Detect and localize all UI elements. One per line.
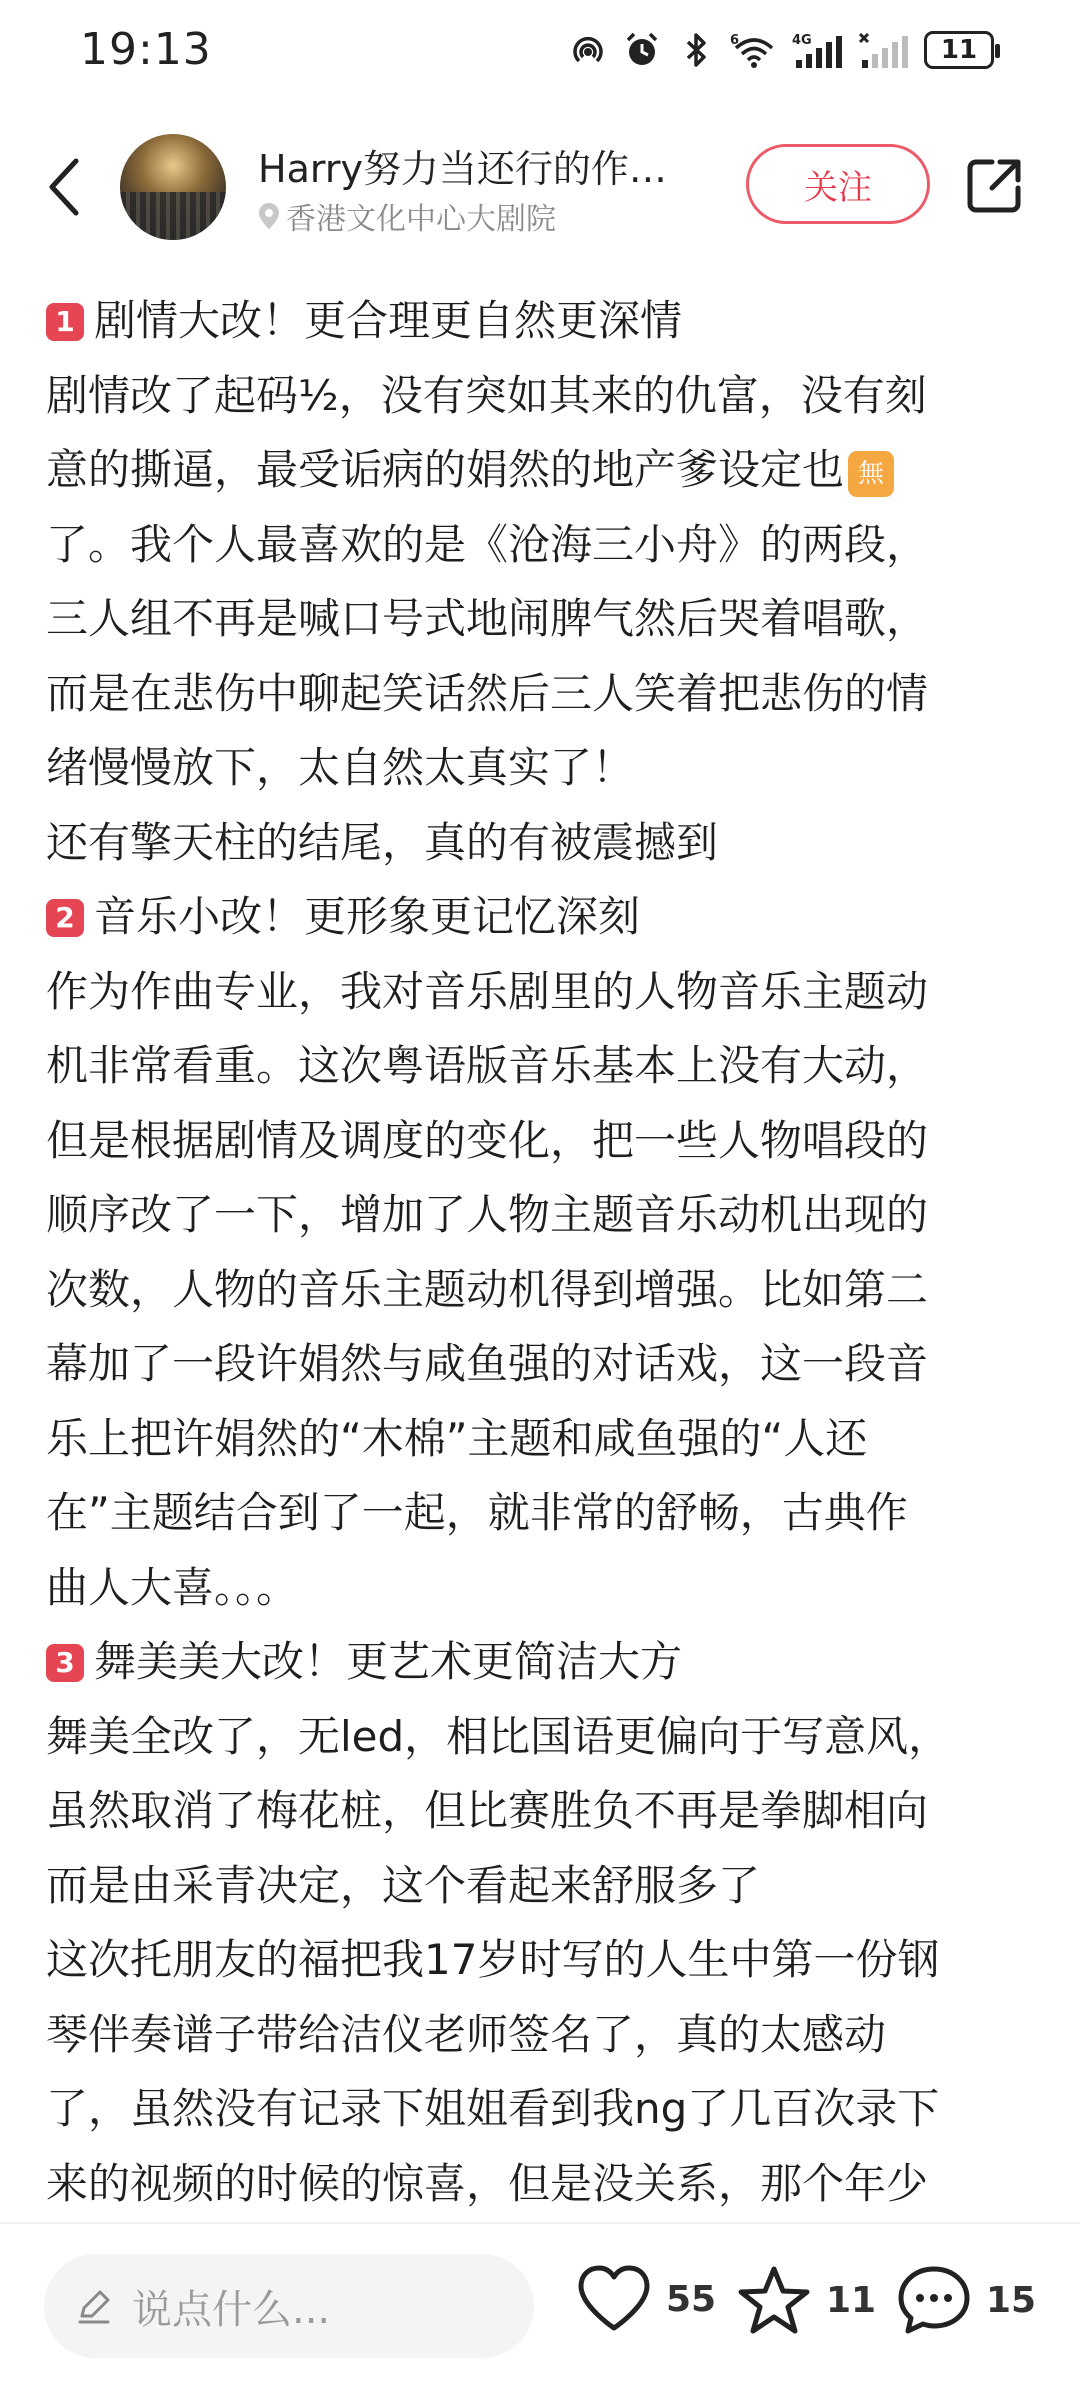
post-text: 次数，人物的音乐主题动机得到增强。比如第二 bbox=[46, 1264, 929, 1314]
post-text-line bbox=[46, 359, 1036, 434]
post-text: 在”主题结合到了一起，就非常的舒畅，古典作 bbox=[46, 1488, 908, 1537]
back-button[interactable] bbox=[36, 152, 92, 222]
svg-text:4G: 4G bbox=[792, 33, 812, 48]
bluetooth-icon bbox=[676, 30, 716, 70]
comment-count: 15 bbox=[986, 2279, 1037, 2321]
post-text-line bbox=[46, 1327, 1036, 1402]
post-text: 了。我个人最喜欢的是《沧海三小舟》的两段， bbox=[46, 519, 929, 569]
post-text-line bbox=[46, 1849, 1036, 1924]
comment-input[interactable] bbox=[44, 2254, 534, 2358]
heart-icon bbox=[576, 2264, 652, 2334]
post-text-line bbox=[46, 1923, 1036, 1998]
post-text: 曲人大喜。。。 bbox=[46, 1562, 299, 1612]
post-text: 舞美美大改！更艺术更简洁大方 bbox=[94, 1637, 683, 1686]
post-text: 这次托朋友的福把我17岁时写的人生中第一份钢 bbox=[46, 1935, 940, 1984]
number-badge-icon: 1 bbox=[46, 303, 84, 341]
like-count: 55 bbox=[666, 2278, 717, 2320]
status-bar bbox=[0, 0, 1080, 110]
post-text-line bbox=[46, 2147, 1036, 2222]
number-badge-icon: 2 bbox=[46, 899, 84, 937]
post-text-line bbox=[46, 1476, 1036, 1551]
post-text: 顺序改了一下，增加了人物主题音乐动机出现的 bbox=[46, 1190, 929, 1239]
post-text: 剧情改了起码½，没有突如其来的仇富，没有刻 bbox=[46, 370, 927, 420]
pencil-icon bbox=[74, 2286, 114, 2326]
post-text-line bbox=[46, 806, 1036, 881]
like-button[interactable] bbox=[576, 2264, 716, 2334]
post-text-line bbox=[46, 1998, 1036, 2073]
post-text-line bbox=[46, 582, 1036, 657]
favorite-count: 11 bbox=[826, 2279, 877, 2321]
post-header bbox=[0, 118, 1080, 258]
favorite-button[interactable] bbox=[736, 2264, 876, 2336]
post-text-line bbox=[46, 508, 1036, 583]
post-body bbox=[46, 284, 1036, 2221]
post-text: 音乐小改！更形象更记忆深刻 bbox=[94, 892, 641, 941]
comment-bubble-icon bbox=[896, 2264, 972, 2336]
emoji-icon: 無 bbox=[848, 451, 894, 497]
share-icon bbox=[962, 154, 1026, 218]
battery-level: 11 bbox=[940, 35, 978, 65]
alarm-icon bbox=[622, 30, 662, 70]
post-text: 虽然取消了梅花桩，但比赛胜负不再是拳脚相向 bbox=[46, 1786, 929, 1835]
section-heading bbox=[46, 284, 1036, 359]
bottom-action-bar bbox=[0, 2224, 1080, 2390]
no-sim-signal-icon bbox=[858, 30, 910, 70]
post-text: 舞美全改了，无led，相比国语更偏向于写意风， bbox=[46, 1711, 951, 1761]
section-heading bbox=[46, 880, 1036, 955]
post-text: 绪慢慢放下，太自然太真实了！ bbox=[46, 743, 635, 792]
follow-button[interactable]: 关注 bbox=[746, 144, 930, 224]
post-text: 机非常看重。这次粤语版音乐基本上没有大动， bbox=[46, 1041, 929, 1090]
post-text: 琴伴奏谱子带给洁仪老师签名了，真的太感动 bbox=[46, 2009, 887, 2059]
post-text-line bbox=[46, 1104, 1036, 1179]
star-icon bbox=[736, 2264, 812, 2336]
post-text: 而是由采青决定，这个看起来舒服多了 bbox=[46, 1860, 761, 1910]
status-time: 19:13 bbox=[80, 24, 212, 75]
post-text: 还有擎天柱的结尾，真的有被震撼到 bbox=[46, 817, 719, 867]
avatar-image bbox=[120, 192, 226, 240]
post-text: 意的撕逼，最受诟病的娟然的地产爹设定也 bbox=[46, 445, 845, 494]
battery-icon bbox=[924, 31, 994, 69]
post-text-line bbox=[46, 955, 1036, 1030]
post-text: 但是根据剧情及调度的变化，把一些人物唱段的 bbox=[46, 1115, 929, 1165]
post-text-line bbox=[46, 657, 1036, 732]
post-text-line bbox=[46, 1029, 1036, 1104]
post-text: 来的视频的时候的惊喜，但是没关系，那个年少 bbox=[46, 2158, 929, 2208]
svg-text:6: 6 bbox=[730, 33, 740, 48]
hotspot-icon bbox=[568, 30, 608, 70]
post-text-line bbox=[46, 1774, 1036, 1849]
comment-button[interactable] bbox=[896, 2264, 1036, 2336]
post-text: 剧情大改！更合理更自然更深情 bbox=[94, 296, 683, 345]
location-tag[interactable] bbox=[258, 194, 556, 238]
post-text: 乐上把许娟然的“木棉”主题和咸鱼强的“人还 bbox=[46, 1413, 868, 1463]
location-text: 香港文化中心大剧院 bbox=[286, 202, 556, 237]
post-text-line bbox=[46, 1253, 1036, 1328]
wifi-6-icon bbox=[730, 30, 778, 70]
author-name[interactable]: Harry努力当还行的作… bbox=[258, 147, 667, 191]
post-text: 而是在悲伤中聊起笑话然后三人笑着把悲伤的情 bbox=[46, 668, 929, 718]
post-text-line bbox=[46, 1178, 1036, 1253]
post-text-line bbox=[46, 731, 1036, 806]
comment-placeholder: 说点什么... bbox=[132, 2286, 331, 2333]
post-text-line bbox=[46, 1700, 1036, 1775]
post-text-line bbox=[46, 1551, 1036, 1626]
location-pin-icon bbox=[258, 202, 280, 230]
4g-signal-icon bbox=[792, 30, 844, 70]
post-text: 作为作曲专业，我对音乐剧里的人物音乐主题动 bbox=[46, 966, 929, 1016]
post-text-line bbox=[46, 1402, 1036, 1477]
author-avatar[interactable] bbox=[120, 134, 226, 240]
post-text: 幕加了一段许娟然与咸鱼强的对话戏，这一段音 bbox=[46, 1339, 929, 1388]
post-text-line bbox=[46, 433, 1036, 508]
share-button[interactable] bbox=[962, 154, 1026, 218]
post-text-line bbox=[46, 2072, 1036, 2147]
section-heading bbox=[46, 1625, 1036, 1700]
post-text: 三人组不再是喊口号式地闹脾气然后哭着唱歌， bbox=[46, 594, 929, 643]
post-text: 了，虽然没有记录下姐姐看到我ng了几百次录下 bbox=[46, 2084, 940, 2133]
number-badge-icon: 3 bbox=[46, 1644, 84, 1682]
chevron-left-icon bbox=[46, 157, 82, 217]
status-icons bbox=[568, 30, 994, 70]
